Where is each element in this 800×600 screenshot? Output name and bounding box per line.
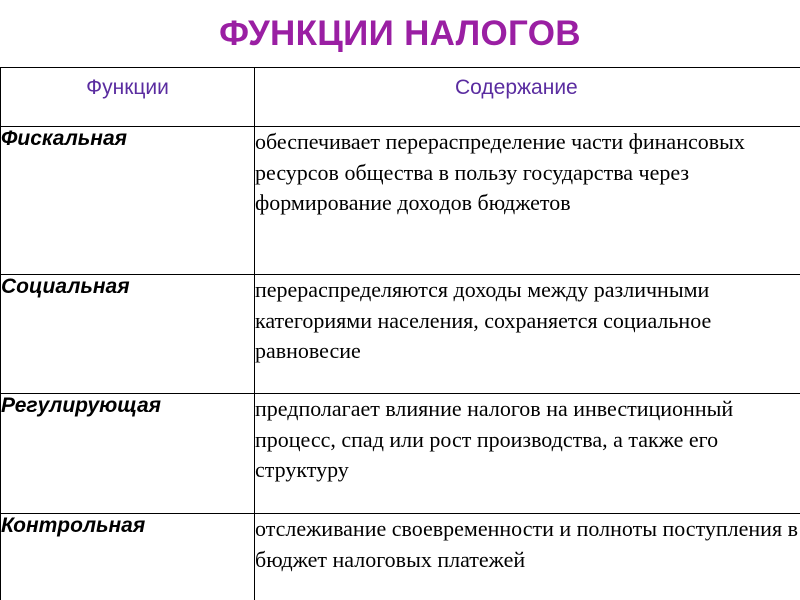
table-row — [1, 127, 800, 275]
table-header-row — [1, 68, 800, 127]
tax-functions-table — [0, 67, 800, 600]
page-title: ФУНКЦИИ НАЛОГОВ — [219, 14, 581, 53]
function-description: отслеживание своевременности и полноты поступления в бюджет налоговых платежей — [255, 514, 800, 600]
column-header-functions: Функции — [1, 68, 255, 127]
function-description: обеспечивает перераспределение части финансовых ресурсов общества в пользу государства через формирование доходов бюджетов — [255, 127, 800, 275]
function-name: Социальная — [1, 275, 255, 394]
function-name: Регулирующая — [1, 394, 255, 514]
column-header-content: Содержание — [255, 68, 800, 127]
function-name: Фискальная — [1, 127, 255, 275]
function-description: предполагает влияние налогов на инвестиционный процесс, спад или рост производства, а также его структуру — [255, 394, 800, 514]
table-row — [1, 514, 800, 600]
table-row — [1, 394, 800, 514]
function-description: перераспределяются доходы между различными категориями населения, сохраняется социальное равновесие — [255, 275, 800, 394]
table-row — [1, 275, 800, 394]
function-name: Контрольная — [1, 514, 255, 600]
